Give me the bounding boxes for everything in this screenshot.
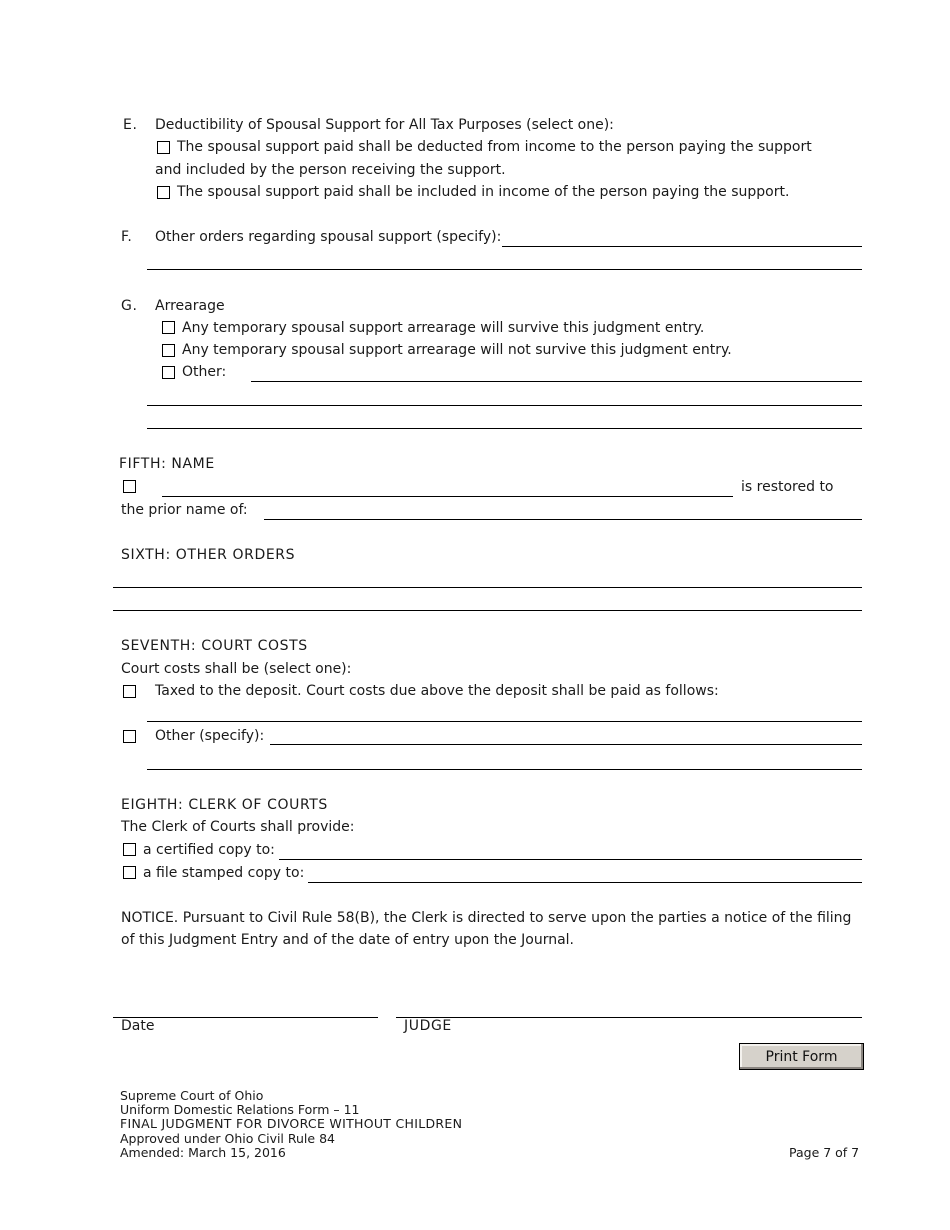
seventh-option2-checkbox[interactable]: [123, 730, 136, 743]
section-e-option2-label: The spousal support paid shall be included in income of the person paying the support.: [177, 184, 790, 200]
eighth-certified-copy-input-line[interactable]: [279, 859, 862, 860]
print-form-button[interactable]: Print Form: [739, 1043, 864, 1070]
section-f-input-line-2[interactable]: [147, 269, 862, 270]
section-g-other-input-line[interactable]: [251, 381, 862, 382]
section-f-input-line[interactable]: [502, 246, 862, 247]
seventh-option2-label: Other (specify):: [155, 728, 265, 744]
section-e-option2-checkbox[interactable]: [157, 186, 170, 199]
eighth-certified-copy-checkbox[interactable]: [123, 843, 136, 856]
eighth-file-stamped-label: a file stamped copy to:: [143, 865, 305, 881]
fifth-prior-name-input-line[interactable]: [264, 519, 862, 520]
footer-court: Supreme Court of Ohio: [120, 1088, 264, 1103]
section-g-other-input-line-3[interactable]: [147, 428, 862, 429]
seventh-option1-checkbox[interactable]: [123, 685, 136, 698]
judge-label: JUDGE: [404, 1018, 452, 1034]
seventh-option1-input-line[interactable]: [147, 721, 862, 722]
section-g-letter: G.: [121, 298, 138, 314]
eighth-certified-copy-label: a certified copy to:: [143, 842, 275, 858]
fifth-restored-text: is restored to: [741, 479, 834, 495]
section-g-option1-label: Any temporary spousal support arrearage will survive this judgment entry.: [182, 320, 705, 336]
eighth-heading: EIGHTH: CLERK OF COURTS: [121, 797, 328, 813]
seventh-option1-label: Taxed to the deposit. Court costs due above the deposit shall be paid as follows:: [155, 683, 719, 699]
section-g-heading: Arrearage: [155, 298, 225, 314]
fifth-name-input-line[interactable]: [162, 496, 733, 497]
notice-line2: of this Judgment Entry and of the date of entry upon the Journal.: [121, 932, 575, 948]
footer-form-title: FINAL JUDGMENT FOR DIVORCE WITHOUT CHILDREN: [120, 1116, 463, 1131]
section-g-option2-label: Any temporary spousal support arrearage will not survive this judgment entry.: [182, 342, 732, 358]
sixth-heading: SIXTH: OTHER ORDERS: [121, 547, 296, 563]
seventh-option2-input-line[interactable]: [270, 744, 862, 745]
eighth-file-stamped-checkbox[interactable]: [123, 866, 136, 879]
section-g-other-input-line-2[interactable]: [147, 405, 862, 406]
date-label: Date: [121, 1018, 155, 1034]
eighth-file-stamped-input-line[interactable]: [308, 882, 862, 883]
page-number: Page 7 of 7: [789, 1145, 860, 1160]
seventh-intro: Court costs shall be (select one):: [121, 661, 352, 677]
section-g-option2-checkbox[interactable]: [162, 344, 175, 357]
footer-approval: Approved under Ohio Civil Rule 84: [120, 1131, 335, 1146]
notice-line1: NOTICE. Pursuant to Civil Rule 58(B), the Clerk is directed to serve upon the parties a notice of the filing: [121, 910, 852, 926]
fifth-heading: FIFTH: NAME: [119, 456, 215, 472]
section-g-option1-checkbox[interactable]: [162, 321, 175, 334]
sixth-input-line[interactable]: [113, 587, 862, 588]
section-e-option1-line1: The spousal support paid shall be deducted from income to the person paying the support: [177, 139, 812, 155]
eighth-intro: The Clerk of Courts shall provide:: [121, 819, 355, 835]
seventh-heading: SEVENTH: COURT COSTS: [121, 638, 308, 654]
section-f-label: Other orders regarding spousal support (specify):: [155, 229, 502, 245]
section-g-option3-label: Other:: [182, 364, 227, 380]
section-f-letter: F.: [121, 229, 133, 245]
section-e-heading: Deductibility of Spousal Support for All Tax Purposes (select one):: [155, 117, 614, 133]
judge-signature-line[interactable]: [396, 1017, 862, 1018]
sixth-input-line-2[interactable]: [113, 610, 862, 611]
section-e-option1-checkbox[interactable]: [157, 141, 170, 154]
footer-amended: Amended: March 15, 2016: [120, 1145, 286, 1160]
section-e-option1-line2: and included by the person receiving the support.: [155, 162, 506, 178]
fifth-name-checkbox[interactable]: [123, 480, 136, 493]
section-g-option3-checkbox[interactable]: [162, 366, 175, 379]
fifth-prior-name-label: the prior name of:: [121, 502, 248, 518]
section-e-letter: E.: [123, 117, 138, 133]
seventh-option2-input-line-2[interactable]: [147, 769, 862, 770]
footer-form-number: Uniform Domestic Relations Form – 11: [120, 1102, 360, 1117]
